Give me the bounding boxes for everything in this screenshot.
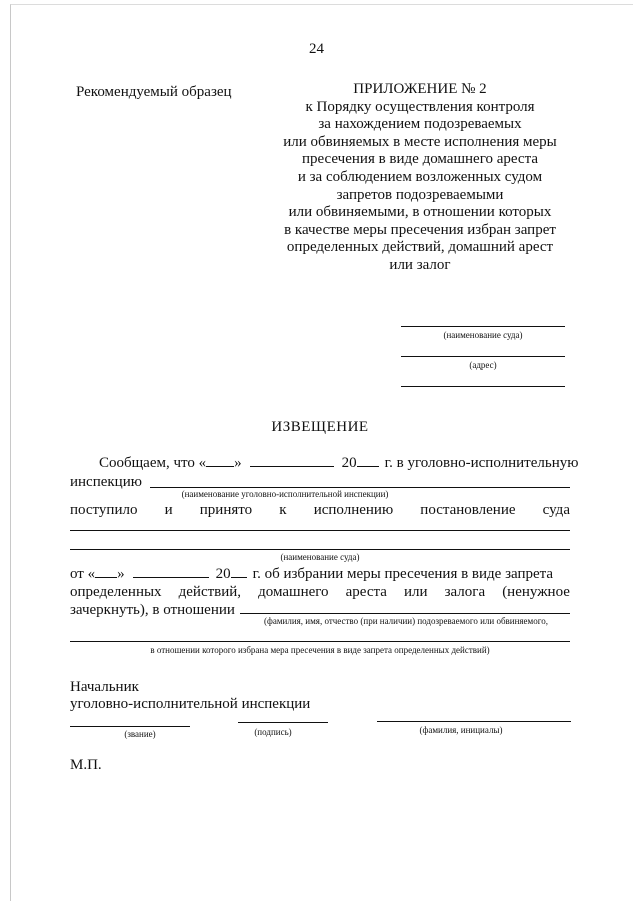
- body-word: исполнению: [313, 502, 394, 518]
- appendix-line: запретов подозреваемыми: [336, 186, 504, 203]
- person-line[interactable]: [240, 613, 570, 614]
- body-line-3: [70, 502, 570, 519]
- appendix-lines: [282, 99, 558, 275]
- inspection-word: инспекцию: [70, 474, 142, 490]
- appendix-line: к Порядку осуществления контроля: [305, 98, 535, 115]
- court-caption: (наименование суда): [280, 552, 360, 562]
- body-word: действий,: [178, 584, 242, 600]
- inspection-line[interactable]: [150, 487, 570, 488]
- line1-close-quote: »: [234, 455, 242, 471]
- body-word: принято: [199, 502, 253, 518]
- name-line[interactable]: [377, 721, 571, 722]
- appendix-line: пресечения в виде домашнего ареста: [302, 151, 538, 168]
- appendix-line: за нахождением подозреваемых: [318, 116, 522, 133]
- address-line: [401, 356, 565, 357]
- body-word: суда: [542, 502, 570, 518]
- body-line-5: [70, 565, 570, 583]
- inspection-caption: (наименование уголовно-исполнительной инспекции): [181, 489, 389, 499]
- line1-rest: г. в уголовно-исполнительную: [384, 455, 579, 471]
- court-line-2[interactable]: [70, 549, 570, 550]
- stamp-label: М.П.: [70, 757, 102, 773]
- rank-line[interactable]: [70, 726, 190, 727]
- signature-caption: (подпись): [254, 727, 292, 737]
- appendix-line: или залог: [389, 256, 451, 273]
- year-blank[interactable]: [357, 454, 379, 467]
- court-name-caption: (наименование суда): [443, 330, 523, 340]
- body-word: поступило: [70, 502, 138, 518]
- line5-close-quote: »: [117, 566, 125, 582]
- person-line-2[interactable]: [70, 641, 570, 642]
- address-line-2: [401, 386, 565, 387]
- person-caption-2: в отношении которого избрана мера пресечения в виде запрета определенных действий): [150, 645, 490, 655]
- line5-rest: г. об избрании меры пресечения в виде запрета: [252, 566, 554, 582]
- rank-caption: (звание): [124, 729, 156, 739]
- body-line-7: зачеркнуть), в отношении: [70, 602, 235, 618]
- appendix-line: и за соблюдением возложенных судом: [297, 168, 543, 185]
- name-caption: (фамилия, инициалы): [419, 725, 503, 735]
- body-line-6: [70, 584, 570, 601]
- body-word: определенных: [70, 584, 162, 600]
- body-word: ареста: [345, 584, 387, 600]
- recommended-sample-label: Рекомендуемый образец: [76, 84, 232, 100]
- body-word: или: [403, 584, 428, 600]
- document-title: ИЗВЕЩЕНИЕ: [271, 419, 369, 435]
- day-blank-2[interactable]: [95, 565, 117, 578]
- appendix-block: [282, 81, 558, 275]
- month-blank-2[interactable]: [133, 565, 209, 578]
- signature-line[interactable]: [238, 722, 328, 723]
- day-blank[interactable]: [206, 454, 234, 467]
- appendix-line: определенных действий, домашний арест: [286, 239, 554, 256]
- body-word: к: [279, 502, 287, 518]
- month-blank[interactable]: [250, 454, 334, 467]
- body-word: постановление: [420, 502, 516, 518]
- appendix-line: или обвиняемых в месте исполнения меры: [283, 133, 557, 150]
- appendix-title: ПРИЛОЖЕНИЕ № 2: [353, 81, 487, 97]
- person-caption: (фамилия, имя, отчество (при наличии) подозреваемого или обвиняемого,: [264, 616, 548, 626]
- head-title-line-2: уголовно-исполнительной инспекции: [70, 696, 311, 712]
- body-word: и: [164, 502, 173, 518]
- line5-year-prefix: 20: [215, 566, 231, 582]
- court-name-line: [401, 326, 565, 327]
- year-blank-2[interactable]: [231, 565, 247, 578]
- appendix-line: в качестве меры пресечения избран запрет: [284, 221, 556, 238]
- body-word: залога: [444, 584, 486, 600]
- body-line-1: [99, 454, 578, 472]
- court-line-1[interactable]: [70, 530, 570, 531]
- page-number: 24: [309, 41, 324, 57]
- line5-start: от «: [70, 566, 96, 582]
- body-word: (ненужное: [502, 584, 570, 600]
- line1-year-prefix: 20: [341, 455, 357, 471]
- appendix-line: или обвиняемыми, в отношении которых: [288, 204, 552, 221]
- line1-start: Сообщаем, что «: [99, 455, 207, 471]
- body-word: домашнего: [258, 584, 329, 600]
- head-title-line-1: Начальник: [70, 679, 139, 695]
- address-caption: (адрес): [469, 360, 497, 370]
